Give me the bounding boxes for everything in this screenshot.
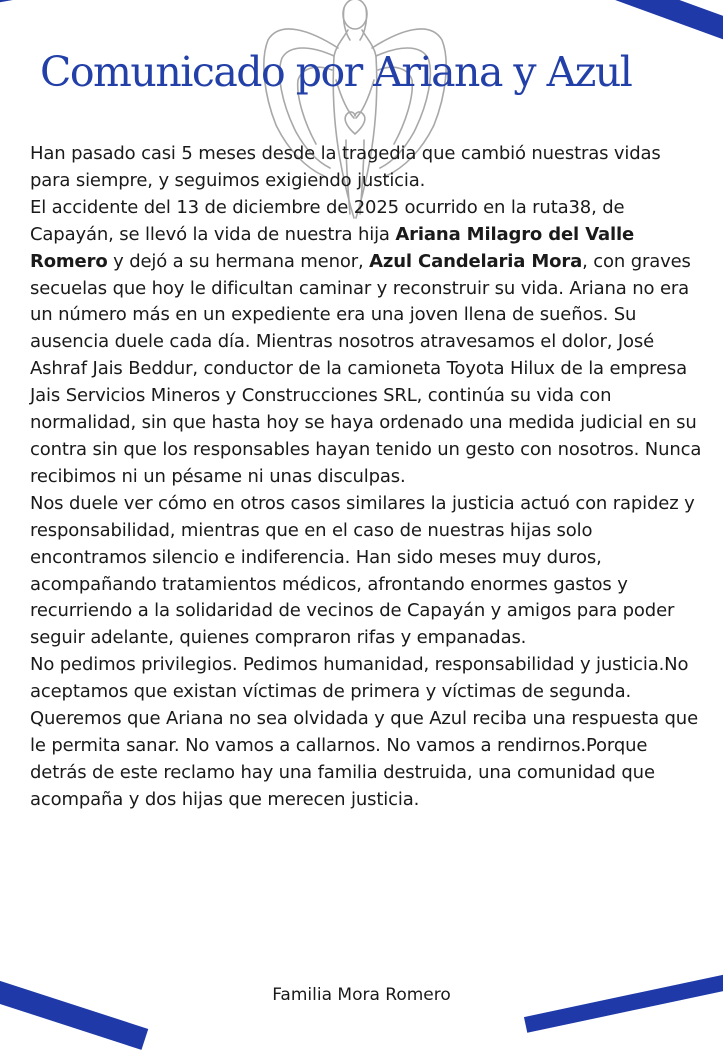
page-title: Comunicado por Ariana y Azul (40, 48, 632, 96)
statement-body (30, 141, 702, 814)
text-segment: Han pasado casi 5 meses desde la tragedia que cambió nuestras vidas para siempre, y seguimos exigiendo justicia. (30, 143, 661, 191)
paragraph (30, 652, 702, 706)
signature: Familia Mora Romero (272, 985, 451, 1005)
corner-band-bottom-left (0, 964, 148, 1050)
text-segment: Queremos que Ariana no sea olvidada y que Azul reciba una respuesta que le permita sanar. No vamos a callarnos. No vamos a rendirnos.Porque detrás de este reclamo hay una familia destruida, una comunidad que acompaña y dos hijas que merecen justicia. (30, 708, 698, 810)
paragraph (30, 706, 702, 814)
paragraph (30, 195, 702, 491)
text-segment: No pedimos privilegios. Pedimos humanidad, responsabilidad y justicia.No aceptamos que existan víctimas de primera y víctimas de segunda. (30, 654, 689, 703)
text-segment: El accidente del 13 de diciembre de 2025 ocurrido en la ruta38, de Capayán, se llevó la vida de nuestra hija (30, 196, 625, 245)
victim-name-ariana: Ariana Milagro del Valle Romero (30, 223, 635, 272)
text-segment: Nos duele ver cómo en otros casos similares la justicia actuó con rapidez y responsabilidad, mientras que en el caso de nuestras hijas solo encontramos silencio e indiferencia. Han sido meses muy duros, acompañando tratamientos médicos, afrontando enormes gastos y recurriendo a la solidaridad de vecinos de Capayán y amigos para poder seguir adelante, quienes compraron rifas y empanadas. (30, 492, 695, 649)
text-segment: y dejó a su hermana menor, (107, 250, 370, 272)
paragraph (30, 491, 702, 652)
paragraph (30, 141, 702, 195)
victim-name-azul: Azul Candelaria Mora (369, 250, 583, 272)
text-segment: , con graves secuelas que hoy le dificultan caminar y reconstruir su vida. Ariana no era un número más en un expediente era una joven llena de sueños. Su ausencia duele cada día. Mientras nosotros atravesamos el dolor, José Ashraf Jais Beddur, conductor de la camioneta Toyota Hilux de la empresa Jais Servicios Mineros y Construcciones SRL, continúa su vida con normalidad, sin que hasta hoy se haya ordenado una medida judicial en su contra sin que los responsables hayan tenido un gesto con nosotros. Nunca recibimos ni un pésame ni unas disculpas. (30, 250, 702, 487)
corner-band-top-left (0, 0, 219, 12)
